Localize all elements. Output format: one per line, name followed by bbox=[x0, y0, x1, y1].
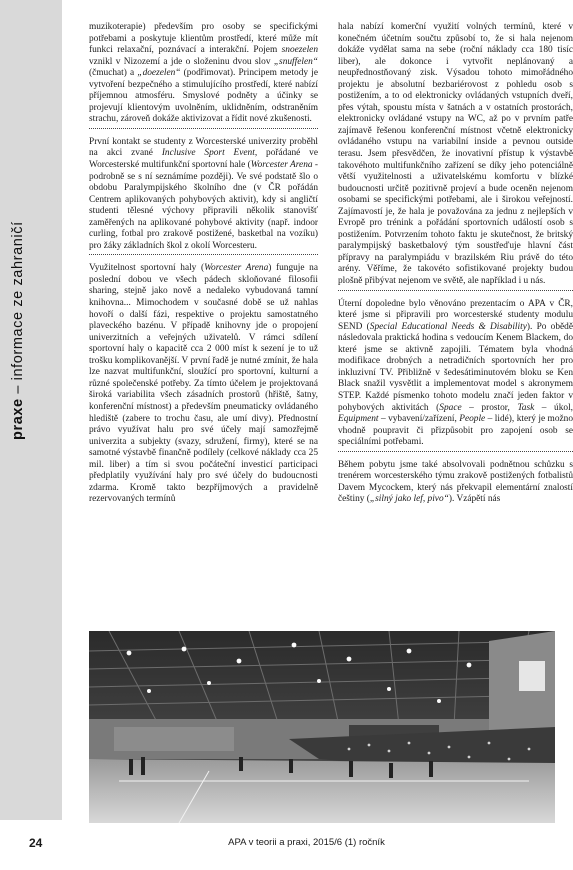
journal-citation: APA v teorii a praxi, 2015/6 (1) ročník bbox=[228, 837, 385, 848]
paragraph-send-module: Úterní dopoledne bylo věnováno prezentacím o APA v ČR, které jsme si připravili pro worcesterské studenty modulu SEND (Special Educational Needs & Disability). Po obědě následovala praktická hodina s vedoucím Kenem Blackem, do které jsme se aktivně zapojili. Tématem byla vhodná modifikace drobných a netradičních sportovních her pro inkluzivní TV. Přibližně v šedesátiminutovém bloku se Ken Black snažil vysvětlit a implementovat model s akronymem STEP. Každé písmenko tohoto modelu značí jeden faktor v pohybových aktivitách (Space – prostor, Task – úkol, Equipment – vybavení/zařízení, People – lidé), který je možno vhodně poupravit či přizpůsobit pro zapojení osob se speciálními potřebami. bbox=[338, 298, 573, 448]
paragraph-divider bbox=[89, 254, 318, 255]
section-label-rest: – informace ze zahraničí bbox=[10, 221, 26, 399]
paragraph-divider bbox=[89, 128, 318, 129]
paragraph-arena-sharing: Využitelnost sportovní haly (Worcester Arena) funguje na poslední dobou ve všech pádech skloňované filosofii sharing, stejně jako nově a nedaleko vybudovaná tamní knihovna... Mimochodem v současné době se už nahlas hovoří o další fázi, respektive o projektu samostatného plaveckého bazénu. V případě knihovny jde o propojení univerzitních a veřejných uživatelů. V rámci sdílení sportovní haly o kapacitě cca 2 000 míst k sezení je to už trošku komplikovanější. V první řadě je nutné zmínit, že hala lze nazvat multifunkční, sloužící pro sportovní, kulturní a různé společenské potřeby. Za tímto účelem je projektovaná široká variabilita všech zásadních prostorů (hřiště, šatny, konferenční místnost) a především pneumaticky ovládaného hlediště (zabere to trochu času, ale umí divy). Přednostní právo využívat halu pro své účely mají samozřejmě univerzita a subjekty (svazy, sdružení, firmy), které se na samotné výstavbě finančně podílely (celkové náklady cca 25 mil. liber) a tím si svou počáteční investicí participaci předplatily využívání haly pro své účely do budoucnosti zdarma. Kromě takto bezpříjmových a pravidelně rezervovaných termínů bbox=[89, 263, 318, 505]
page-number: 24 bbox=[29, 836, 43, 850]
section-sidebar bbox=[0, 0, 62, 820]
paragraph-divider bbox=[338, 290, 573, 291]
right-column bbox=[338, 22, 573, 506]
paragraph-football-coach: Během pobytu jsme také absolvovali podnětnou schůzku s trenérem worcesterského týmu zrakově postižených fotbalistů Davem Mycockem, který nás překvapil elementární znalostí češtiny („silný jako lef, pivo“). Vzápětí nás bbox=[338, 459, 573, 505]
paragraph-first-contact: První kontakt se studenty z Worcesterské univerzity proběhl na akci zvané Inclusive Sport Event, pořádané ve Worcesterské multifunkční sportovní hale (Worcester Arena - podrobně se s ní seznámíme později). Ve své podstatě šlo o obdobu Paralympijského školního dne (v ČR pořádán Centrem aplikovaných pohybových aktivit), kdy si angličtí studenti tělesné výchovy připravili několik stanovišť zaměřených na aplikované pohybové aktivity (např. indoor curling, fotbal pro zrakově postižené, basketbal na vozíku) pro žáky základních škol z okolí Worcesteru. bbox=[89, 136, 318, 251]
paragraph-snoezelen: muzikoterapie) především pro osoby se specifickými potřebami a poskytuje klientům prostředí, které může mít funkci relaxační, poznávací a interakční. Pojem snoezelen vznikl v Nizozemí a jde o složeninu dvou slov „snuffelen“ (čmuchat) a „doezelen“ (podřimovat). Principem metody je vytvoření bezpečného a stimulujícího prostředí, které nabízí příjemnou atmosféru. Smyslové podněty a účinky se projevují klientovým uvolněním, uklidněním, odstraněním strachu, zároveň dokáže aktivizovat a řídit nové zkušenosti. bbox=[89, 22, 318, 125]
arena-photo-illustration bbox=[89, 631, 555, 823]
section-label bbox=[10, 221, 26, 440]
arena-photo bbox=[89, 631, 555, 823]
paragraph-arena-commercial: hala nabízí komerční využití volných termínů, které v konečném účetním součtu způsobí to, že si hala nejenom dokáže vydělat sama na sebe (roční náklady cca 180 tisíc liber), ale dokonce i vytvořit neplánovaný a neupřednostňovaný zisk. Výsadou tohoto mimořádného projektu je absolutní bezbariérovost z pohledu osob s postižením, a to od elektronicky ovládaných vstupních dveří, přes výtah, spoustu místa v šatnách a v ostatních prostorách, elektronicky ovládané vstupy na WC, až po v prvním patře zajímavě řešenou konferenční místnost včetně elektronicky ovládaného vstupu na variabilní inside a pevnou outside terasu. Jsem přesvědčen, že inovativní přístup k výstavbě takovéhoto multifunkčního zařízení se díky jeho potenciálně větší využitelnosti a uživatelskému komfortu v blízké budoucnosti určitě pozitivně projeví a bude oceněn nejenom osobami se specifickými potřebami, ale i širokou veřejností. Zajímavostí je, že hala je považována za jednu z nejlepších v Evropě pro trénink a pořádání sportovních událostí osob s postižením. Potvrzením tohoto faktu je skutečnost, že britský paralympijský basketbalový tým soustřeďuje hlavní část přípravy na paralympiádu v brazilském Riu právě do této arény. Věříme, že takovéto sofistikované projekty budou plošně přibývat nejenom ve světě, ale například i u nás. bbox=[338, 22, 573, 287]
section-label-bold: praxe bbox=[10, 398, 26, 440]
paragraph-divider bbox=[338, 451, 573, 452]
left-column bbox=[89, 22, 318, 506]
